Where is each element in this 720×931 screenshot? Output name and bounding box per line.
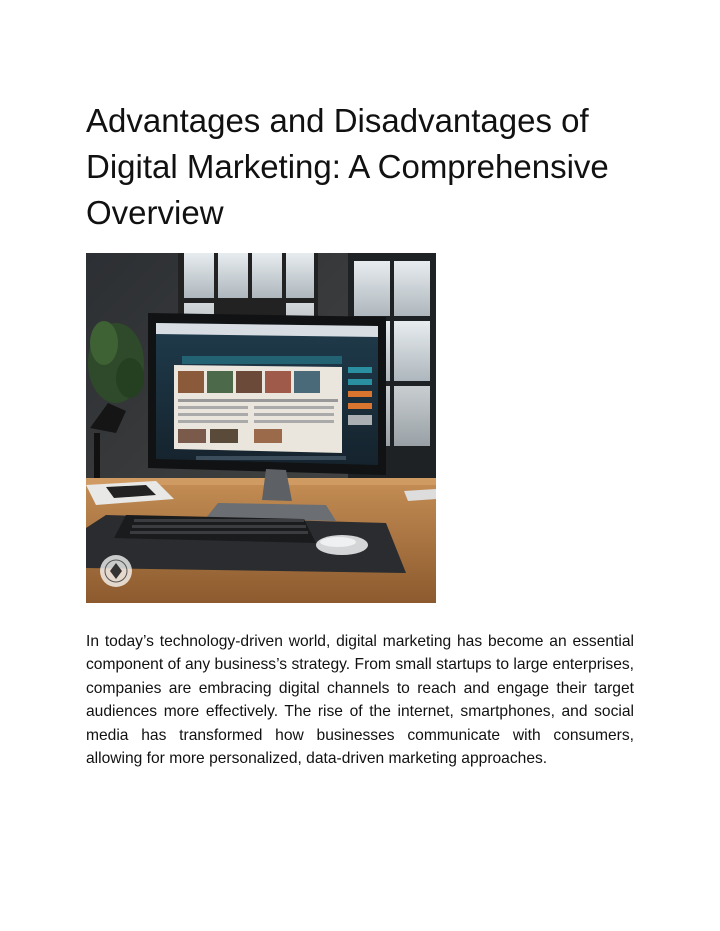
hero-image — [86, 253, 436, 603]
desktop-computer-photo-icon — [86, 253, 436, 603]
document-title: Advantages and Disadvantages of Digital Marketing: A Comprehensive Overview — [86, 102, 609, 231]
intro-paragraph: In today’s technology-driven world, digital marketing has become an essential component of any business’s strategy. From small startups to large enterprises, companies are embracing digital channels to reach and engage their target audiences more effectively. The rise of the internet, smartphones, and social media has transformed how businesses communicate with consumers, allowing for more personalized, data-driven marketing approaches. — [86, 633, 634, 768]
